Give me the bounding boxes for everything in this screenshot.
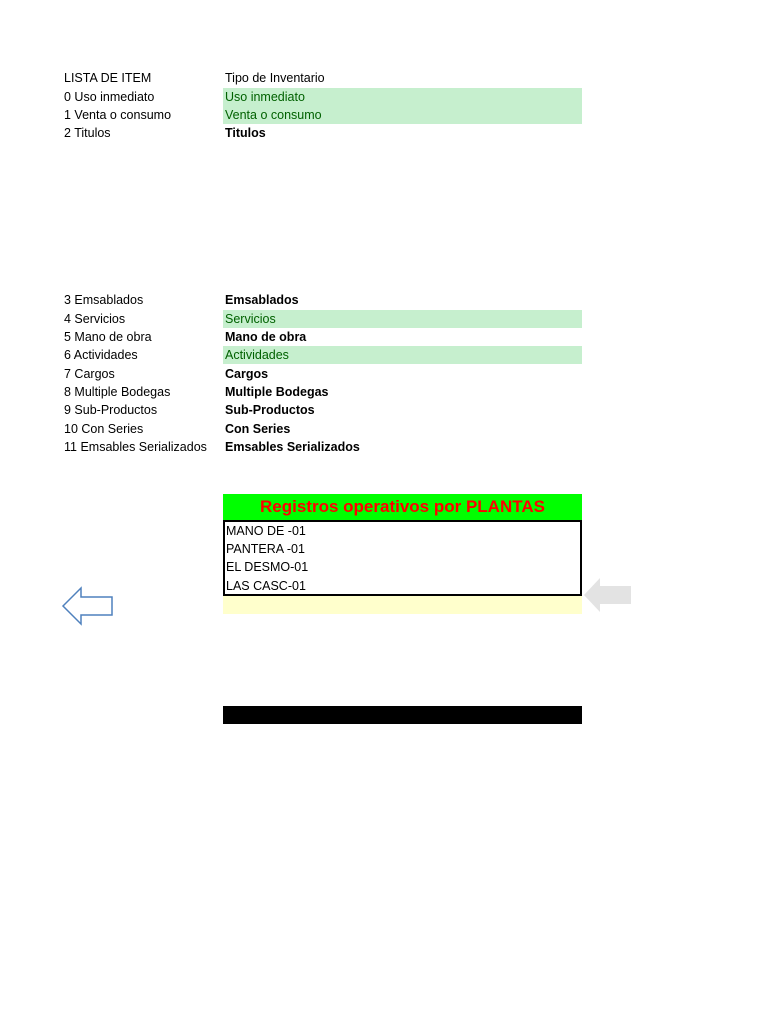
- planta-item[interactable]: MANO DE -01: [226, 524, 306, 538]
- arrow-left-icon[interactable]: [61, 586, 115, 626]
- list-item-label: 2 Titulos: [64, 126, 111, 140]
- inventory-type-cell[interactable]: Mano de obra: [225, 330, 307, 344]
- inventory-type-header: Tipo de Inventario: [225, 71, 325, 85]
- plantas-title: Registros operativos por PLANTAS: [223, 494, 582, 520]
- inventory-type-cell[interactable]: Servicios: [223, 310, 582, 328]
- inventory-type-cell[interactable]: Titulos: [225, 126, 266, 140]
- list-item-label: 10 Con Series: [64, 422, 144, 436]
- arrow-left-icon[interactable]: [583, 577, 633, 613]
- plantas-list: [223, 520, 582, 596]
- list-item-label: 9 Sub-Productos: [64, 403, 158, 417]
- planta-item[interactable]: LAS CASC-01: [226, 579, 306, 593]
- black-divider-bar: [223, 706, 582, 724]
- input-cell[interactable]: [223, 596, 582, 614]
- planta-item[interactable]: PANTERA -01: [226, 542, 305, 556]
- list-item-label: 1 Venta o consumo: [64, 108, 172, 122]
- inventory-type-cell[interactable]: Uso inmediato: [223, 88, 582, 106]
- inventory-type-cell[interactable]: Sub-Productos: [225, 403, 315, 417]
- list-item-label: 4 Servicios: [64, 312, 126, 326]
- inventory-type-cell[interactable]: Multiple Bodegas: [225, 385, 329, 399]
- inventory-type-cell[interactable]: Venta o consumo: [223, 106, 582, 124]
- list-item-label: 6 Actividades: [64, 348, 138, 362]
- inventory-type-cell[interactable]: Con Series: [225, 422, 291, 436]
- inventory-type-cell[interactable]: Emsables Serializados: [225, 440, 360, 454]
- list-item-label: 11 Emsables Serializados: [64, 440, 207, 454]
- inventory-type-cell[interactable]: Cargos: [225, 367, 269, 381]
- list-item-label: 8 Multiple Bodegas: [64, 385, 171, 399]
- list-item-label: 5 Mano de obra: [64, 330, 152, 344]
- inventory-type-cell[interactable]: Actividades: [223, 346, 582, 364]
- planta-item[interactable]: EL DESMO-01: [226, 560, 309, 574]
- list-item-label: 0 Uso inmediato: [64, 90, 155, 104]
- inventory-type-cell[interactable]: Emsablados: [225, 293, 299, 307]
- list-header-label: LISTA DE ITEM: [64, 71, 152, 85]
- list-item-label: 3 Emsablados: [64, 293, 144, 307]
- list-item-label: 7 Cargos: [64, 367, 115, 381]
